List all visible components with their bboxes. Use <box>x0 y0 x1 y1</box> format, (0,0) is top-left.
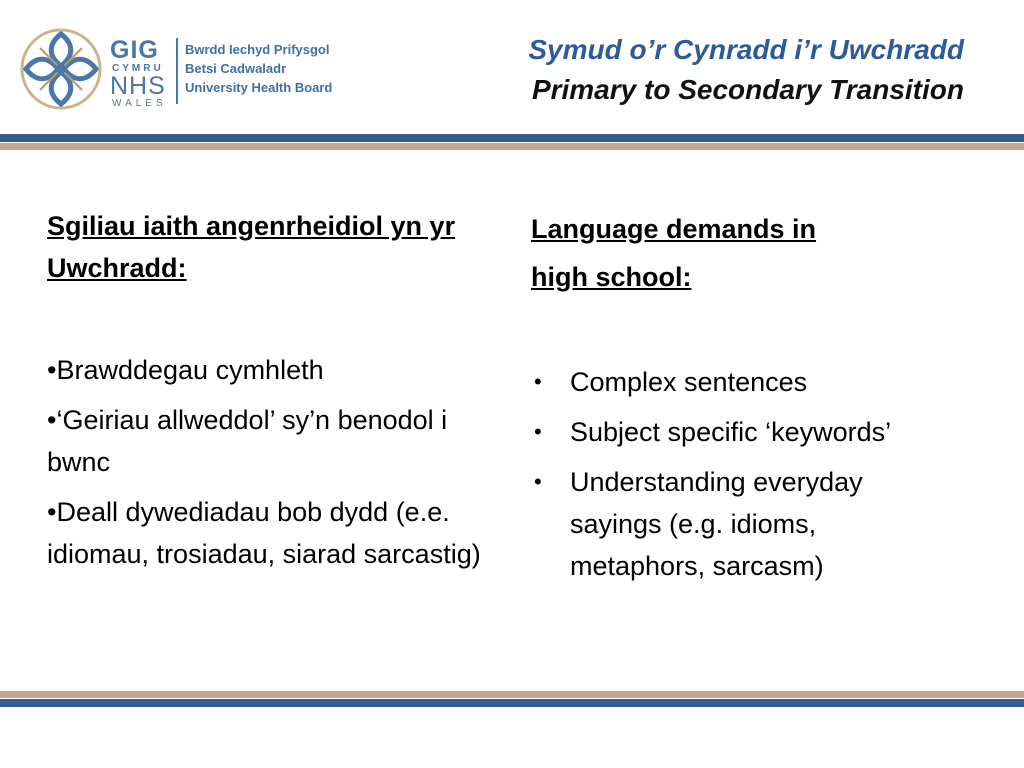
list-item: •‘Geiriau allweddol’ sy’n benodol i bwnc <box>47 405 448 477</box>
celtic-knot-logo-icon <box>18 26 104 112</box>
bullet-icon: • <box>534 419 542 444</box>
title-english: Primary to Secondary Transition <box>531 74 964 105</box>
welsh-list <box>47 349 487 575</box>
english-list <box>531 361 951 587</box>
slide-title <box>528 30 964 110</box>
title-welsh: Symud o’r Cynradd i’r Uwchradd <box>528 34 964 65</box>
board-name-line: Bwrdd Iechyd Prifysgol <box>185 42 330 57</box>
logo-cymru-text: CYMRU <box>112 63 164 74</box>
list-item: •Deall dywediadau bob dydd (e.e. idiomau, trosiadau, siarad sarcastig) <box>47 497 481 569</box>
nhs-wales-wordmark <box>110 36 185 108</box>
bottom-blue-stripe <box>0 699 1024 707</box>
health-board-logo <box>18 26 348 112</box>
list-item: •Brawddegau cymhleth <box>47 355 324 385</box>
top-tan-stripe <box>0 143 1024 150</box>
bullet-icon: • <box>534 369 542 394</box>
list-item <box>531 361 951 403</box>
english-heading-line-1: Language demands in <box>531 214 817 244</box>
logo-wales-text: WALES <box>112 98 167 109</box>
english-heading-line-2: high school: <box>531 262 692 292</box>
health-board-name <box>185 40 355 97</box>
welsh-column <box>47 205 487 583</box>
list-item <box>531 411 951 453</box>
list-item-text: Understanding everyday sayings (e.g. idioms, metaphors, sarcasm) <box>570 467 863 581</box>
logo-divider <box>176 38 178 104</box>
logo-gig-text: GIG <box>110 36 159 64</box>
top-blue-stripe <box>0 134 1024 142</box>
list-item <box>531 461 951 587</box>
board-name-line: Betsi Cadwaladr <box>185 61 287 76</box>
logo-nhs-text: NHS <box>110 72 166 100</box>
welsh-heading: Sgiliau iaith angenrheidiol yn yr Uwchradd: <box>47 211 456 283</box>
english-column <box>531 205 951 595</box>
bullet-icon: • <box>534 469 542 494</box>
board-name-line: University Health Board <box>185 80 333 95</box>
bottom-tan-stripe <box>0 691 1024 698</box>
list-item-text: Complex sentences <box>570 367 808 397</box>
list-item-text: Subject specific ‘keywords’ <box>570 417 892 447</box>
